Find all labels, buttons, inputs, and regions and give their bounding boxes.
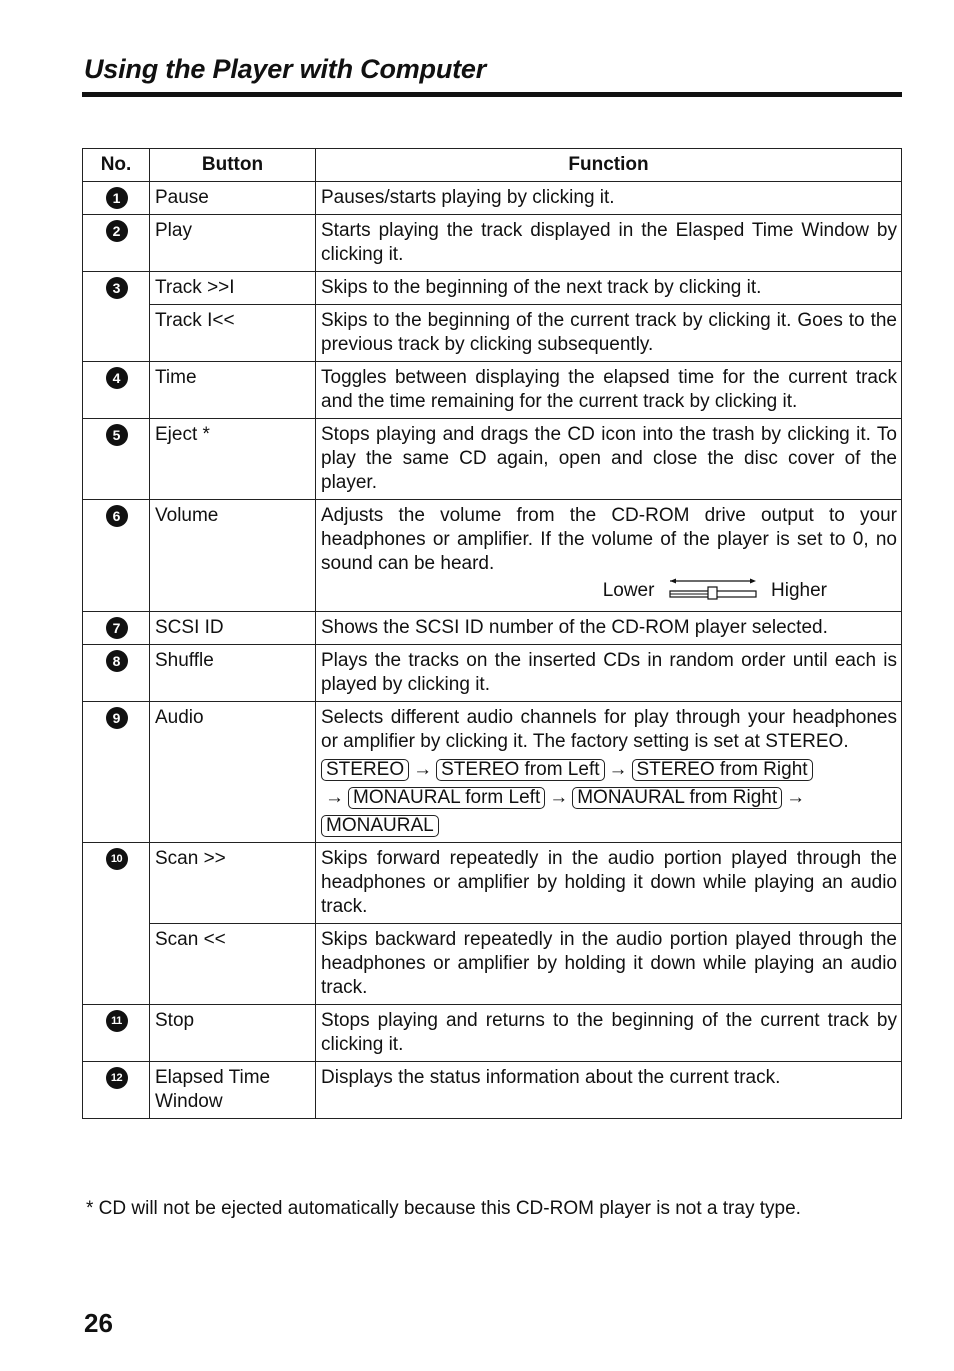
title-rule: [82, 92, 902, 97]
function-cell: Skips backward repeatedly in the audio portion played through the headphones or amplifier by holding it down while playing an audio track.: [316, 924, 902, 1005]
function-cell: [316, 500, 902, 612]
audio-channel-sequence: [321, 758, 897, 782]
button-name-cell: Track >>I: [150, 272, 316, 305]
button-name-cell: Track I<<: [150, 305, 316, 362]
column-header-function: Function: [316, 149, 902, 182]
table-row: [83, 419, 902, 500]
channel-box-stereo-left: STEREO from Left: [436, 759, 604, 781]
button-name-cell: Time: [150, 362, 316, 419]
function-cell: Plays the tracks on the inserted CDs in random order until each is played by clicking it.: [316, 645, 902, 702]
button-name-cell: Scan <<: [150, 924, 316, 1005]
row-number-cell: [83, 419, 150, 500]
circled-number-icon: 5: [106, 424, 128, 446]
table-row: [83, 1005, 902, 1062]
arrow-right-icon: →: [549, 787, 569, 808]
arrow-right-icon: →: [413, 759, 433, 780]
table-row: [83, 645, 902, 702]
table-row: [83, 924, 902, 1005]
page-title: Using the Player with Computer: [84, 54, 487, 84]
row-number-cell: [83, 500, 150, 612]
page-number: 26: [84, 1308, 113, 1338]
table-row: [83, 843, 902, 924]
button-name-cell: Play: [150, 215, 316, 272]
circled-number-icon: 6: [106, 505, 128, 527]
table-row: [83, 1062, 902, 1119]
arrow-right-icon: →: [608, 759, 628, 780]
table-row: [83, 612, 902, 645]
audio-channel-sequence: [321, 786, 897, 810]
channel-box-monaural: MONAURAL: [321, 815, 439, 837]
function-cell: Skips to the beginning of the current track by clicking it. Goes to the previous track by clicking subsequently.: [316, 305, 902, 362]
audio-description: Selects different audio channels for play through your headphones or amplifier by clicking it. The factory setting is set at STEREO.: [321, 707, 897, 752]
row-number-cell: [83, 645, 150, 702]
button-name-cell: Shuffle: [150, 645, 316, 702]
button-name-cell: Elapsed Time Window: [150, 1062, 316, 1119]
function-cell: [316, 702, 902, 843]
circled-number-icon: 9: [106, 707, 128, 729]
table-header-row: [83, 149, 902, 182]
button-name-cell: Audio: [150, 702, 316, 843]
row-number-cell: [83, 1062, 150, 1119]
function-cell: Toggles between displaying the elapsed time for the current track and the time remaining for the current track by clicking it.: [316, 362, 902, 419]
arrow-right-icon: →: [786, 787, 806, 808]
column-header-no: No.: [83, 149, 150, 182]
volume-higher-label: Higher: [771, 580, 827, 601]
button-name-cell: Scan >>: [150, 843, 316, 924]
audio-channel-sequence: [321, 814, 897, 838]
circled-number-icon: 1: [106, 187, 128, 209]
function-cell: Pauses/starts playing by clicking it.: [316, 182, 902, 215]
channel-box-stereo: STEREO: [321, 759, 409, 781]
row-number-cell: [83, 702, 150, 843]
circled-number-icon: 12: [106, 1067, 128, 1089]
function-cell: Displays the status information about the current track.: [316, 1062, 902, 1119]
function-cell: Skips to the beginning of the next track by clicking it.: [316, 272, 902, 305]
table-row: [83, 182, 902, 215]
function-cell: Stops playing and returns to the beginning of the current track by clicking it.: [316, 1005, 902, 1062]
button-name-cell: Pause: [150, 182, 316, 215]
table-row: [83, 215, 902, 272]
table-row: [83, 272, 902, 305]
circled-number-icon: 8: [106, 650, 128, 672]
circled-number-icon: 11: [106, 1010, 128, 1032]
footnote: * CD will not be ejected automatically because this CD-ROM player is not a tray type.: [86, 1198, 801, 1219]
button-name-cell: SCSI ID: [150, 612, 316, 645]
row-number-cell: [83, 843, 150, 1005]
row-number-cell: [83, 272, 150, 362]
button-name-cell: Eject *: [150, 419, 316, 500]
table-row: [83, 500, 902, 612]
volume-description: Adjusts the volume from the CD-ROM drive output to your headphones or amplifier. If the volume of the player is set to 0, no sound can be heard.: [321, 505, 897, 574]
row-number-cell: [83, 362, 150, 419]
function-table: [82, 148, 902, 1119]
table-row: [83, 305, 902, 362]
volume-slider-icon: [668, 578, 758, 607]
table-row: [83, 362, 902, 419]
button-name-cell: Volume: [150, 500, 316, 612]
channel-box-stereo-right: STEREO from Right: [632, 759, 813, 781]
function-cell: Starts playing the track displayed in the Elasped Time Window by clicking it.: [316, 215, 902, 272]
circled-number-icon: 2: [106, 220, 128, 242]
arrow-right-icon: →: [325, 787, 344, 808]
function-cell: Skips forward repeatedly in the audio portion played through the headphones or amplifier by holding it down while playing an audio track.: [316, 843, 902, 924]
table-row: [83, 702, 902, 843]
circled-number-icon: 10: [106, 848, 128, 870]
volume-scale: [321, 578, 897, 607]
circled-number-icon: 3: [106, 277, 128, 299]
channel-box-monaural-right: MONAURAL from Right: [572, 787, 782, 809]
volume-lower-label: Lower: [602, 580, 655, 601]
function-cell: Shows the SCSI ID number of the CD-ROM player selected.: [316, 612, 902, 645]
row-number-cell: [83, 1005, 150, 1062]
channel-box-monaural-left: MONAURAL form Left: [348, 787, 545, 809]
column-header-button: Button: [150, 149, 316, 182]
button-name-cell: Stop: [150, 1005, 316, 1062]
row-number-cell: [83, 215, 150, 272]
circled-number-icon: 7: [106, 617, 128, 639]
function-cell: Stops playing and drags the CD icon into the trash by clicking it. To play the same CD again, open and close the disc cover of the player.: [316, 419, 902, 500]
circled-number-icon: 4: [106, 367, 128, 389]
row-number-cell: [83, 612, 150, 645]
row-number-cell: [83, 182, 150, 215]
